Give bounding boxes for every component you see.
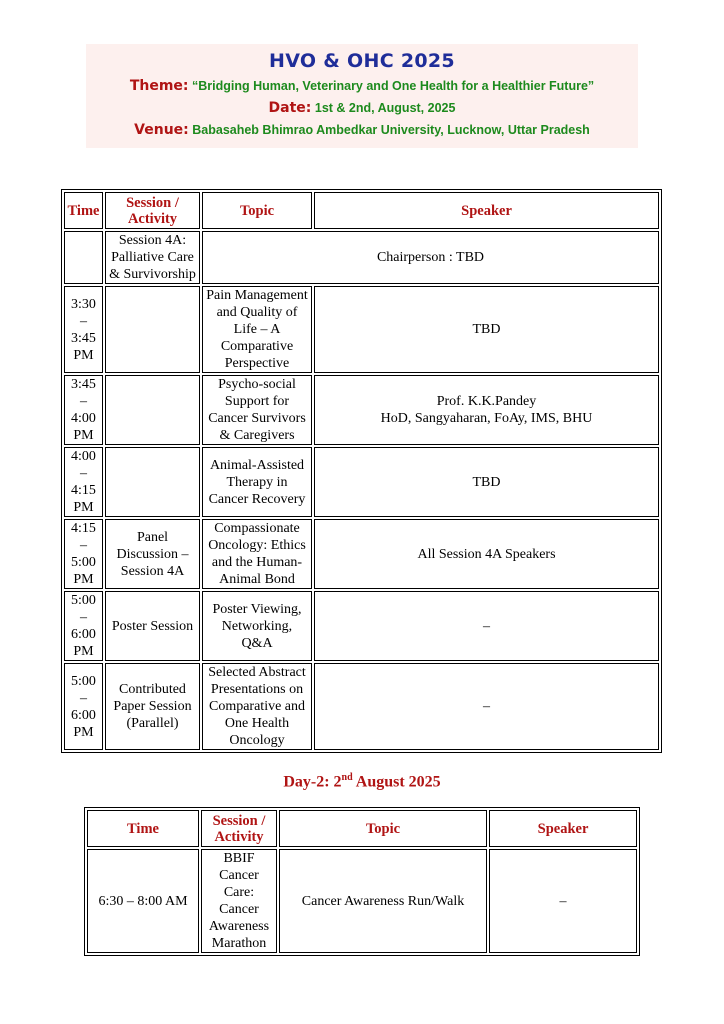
cell-session <box>105 286 200 373</box>
table-row <box>64 231 659 284</box>
table-row <box>87 849 637 953</box>
venue-label: Venue: <box>134 122 189 138</box>
cell-session: BBIF Cancer Care: Cancer Awareness Marathon <box>201 849 277 953</box>
theme-text: “Bridging Human, Veterinary and One Health for a Healthier Future” <box>192 79 595 93</box>
theme-label: Theme: <box>129 78 189 94</box>
cell-time: 5:00 – 6:00 PM <box>64 591 103 661</box>
cell-time <box>64 231 103 284</box>
cell-speaker: TBD <box>314 447 659 517</box>
header-speaker: Speaker <box>489 810 637 847</box>
cell-time: 5:00 – 6:00 PM <box>64 663 103 750</box>
day2-heading-prefix: Day-2: 2 <box>283 773 342 791</box>
venue-text: Babasaheb Bhimrao Ambedkar University, Lucknow, Uttar Pradesh <box>192 123 590 137</box>
day1-schedule-table <box>61 189 662 753</box>
header-time: Time <box>64 192 103 229</box>
table-header-row <box>64 192 659 229</box>
date-label: Date: <box>268 100 312 116</box>
header-speaker: Speaker <box>314 192 659 229</box>
theme-line <box>86 78 638 94</box>
cell-session: Poster Session <box>105 591 200 661</box>
cell-speaker <box>314 375 659 445</box>
cell-time: 4:00 – 4:15 PM <box>64 447 103 517</box>
cell-time: 6:30 – 8:00 AM <box>87 849 199 953</box>
cell-session <box>105 447 200 517</box>
day2-schedule-table <box>84 807 640 956</box>
cell-time: 3:30 – 3:45 PM <box>64 286 103 373</box>
cell-topic: Cancer Awareness Run/Walk <box>279 849 487 953</box>
cell-topic: Animal-Assisted Therapy in Cancer Recovery <box>202 447 312 517</box>
cell-time: 3:45 – 4:00 PM <box>64 375 103 445</box>
table-row <box>64 591 659 661</box>
cell-topic: Compassionate Oncology: Ethics and the Human-Animal Bond <box>202 519 312 589</box>
table-row <box>64 447 659 517</box>
header-session: Session / Activity <box>201 810 277 847</box>
cell-speaker: All Session 4A Speakers <box>314 519 659 589</box>
cell-chairperson: Chairperson : TBD <box>202 231 659 284</box>
cell-session: Session 4A: Palliative Care & Survivorship <box>105 231 200 284</box>
table-row <box>64 375 659 445</box>
cell-session: Panel Discussion – Session 4A <box>105 519 200 589</box>
cell-speaker: TBD <box>314 286 659 373</box>
table-row <box>64 286 659 373</box>
cell-topic: Selected Abstract Presentations on Comparative and One Health Oncology <box>202 663 312 750</box>
cell-topic: Pain Management and Quality of Life – A Comparative Perspective <box>202 286 312 373</box>
table-header-row <box>87 810 637 847</box>
cell-topic: Psycho-social Support for Cancer Survivors & Caregivers <box>202 375 312 445</box>
header-topic: Topic <box>202 192 312 229</box>
date-text: 1st & 2nd, August, 2025 <box>314 101 456 115</box>
day2-heading-suffix: August 2025 <box>352 773 441 791</box>
cell-topic: Poster Viewing, Networking, Q&A <box>202 591 312 661</box>
day2-heading-sup: nd <box>341 772 353 783</box>
speaker-affiliation: HoD, Sangyaharan, FoAy, IMS, BHU <box>380 411 593 426</box>
table-row <box>64 663 659 750</box>
header-topic: Topic <box>279 810 487 847</box>
cell-speaker: – <box>314 591 659 661</box>
speaker-name: Prof. K.K.Pandey <box>436 394 537 409</box>
cell-speaker: – <box>314 663 659 750</box>
event-title: HVO & OHC 2025 <box>269 50 455 72</box>
cell-session <box>105 375 200 445</box>
venue-line <box>86 122 638 138</box>
date-line <box>86 100 638 116</box>
event-header <box>86 44 638 148</box>
day2-heading <box>0 772 724 791</box>
cell-session: Contributed Paper Session (Parallel) <box>105 663 200 750</box>
header-time: Time <box>87 810 199 847</box>
cell-time: 4:15 – 5:00 PM <box>64 519 103 589</box>
table-row <box>64 519 659 589</box>
cell-speaker: – <box>489 849 637 953</box>
header-session: Session / Activity <box>105 192 200 229</box>
